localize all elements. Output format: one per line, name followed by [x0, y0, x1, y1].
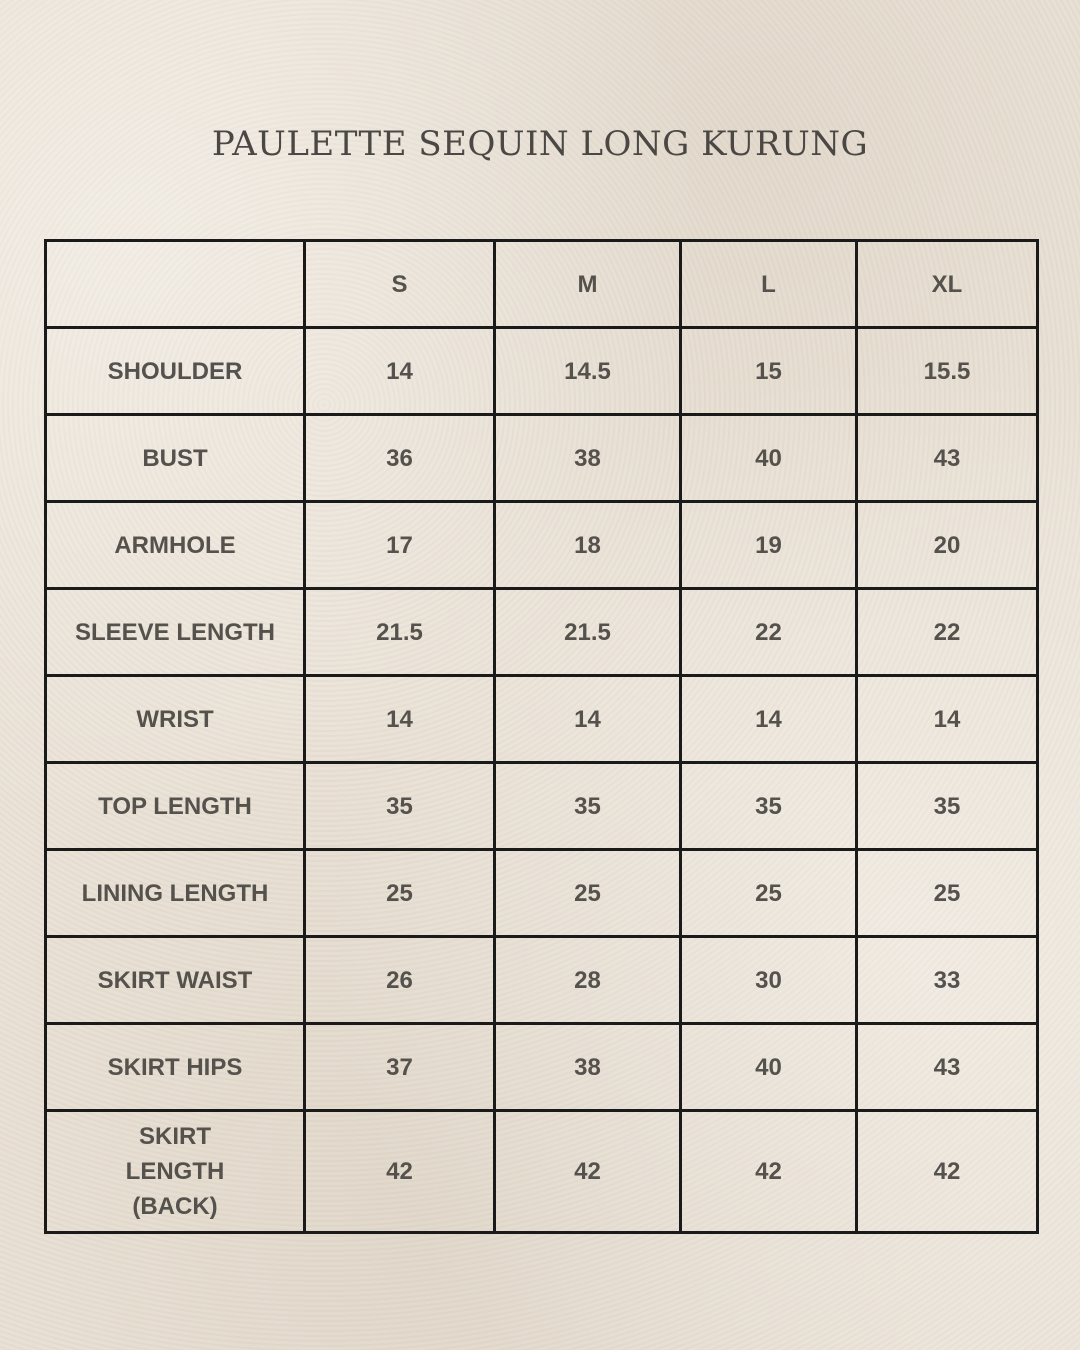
- measurement-value: 21.5: [495, 589, 681, 676]
- measurement-value: 28: [495, 937, 681, 1024]
- table-row: [46, 850, 1038, 937]
- measurement-value: 35: [495, 763, 681, 850]
- measurement-value: 19: [681, 502, 857, 589]
- size-header: L: [681, 241, 857, 328]
- measurement-label: SLEEVE LENGTH: [46, 589, 305, 676]
- measurement-value: 26: [305, 937, 495, 1024]
- measurement-value: 25: [681, 850, 857, 937]
- measurement-value: 40: [681, 415, 857, 502]
- table-header-row: [46, 241, 1038, 328]
- measurement-value: 22: [681, 589, 857, 676]
- measurement-value: 25: [495, 850, 681, 937]
- measurement-value: 42: [857, 1111, 1038, 1233]
- size-header: M: [495, 241, 681, 328]
- measurement-value: 35: [305, 763, 495, 850]
- measurement-label: LINING LENGTH: [46, 850, 305, 937]
- measurement-value: 33: [857, 937, 1038, 1024]
- table-row: [46, 328, 1038, 415]
- measurement-value: 14: [681, 676, 857, 763]
- table-row: [46, 589, 1038, 676]
- measurement-label: ARMHOLE: [46, 502, 305, 589]
- measurement-value: 30: [681, 937, 857, 1024]
- measurement-value: 15: [681, 328, 857, 415]
- table-row: [46, 1111, 1038, 1233]
- table-row: [46, 1024, 1038, 1111]
- measurement-value: 38: [495, 415, 681, 502]
- measurement-value: 38: [495, 1024, 681, 1111]
- measurement-value: 17: [305, 502, 495, 589]
- table-row: [46, 415, 1038, 502]
- measurement-value: 42: [495, 1111, 681, 1233]
- measurement-value: 42: [305, 1111, 495, 1233]
- measurement-label: WRIST: [46, 676, 305, 763]
- size-header: XL: [857, 241, 1038, 328]
- measurement-value: 43: [857, 1024, 1038, 1111]
- measurement-label: SHOULDER: [46, 328, 305, 415]
- measurement-value: 14.5: [495, 328, 681, 415]
- measurement-value: 37: [305, 1024, 495, 1111]
- table-row: [46, 937, 1038, 1024]
- measurement-value: 20: [857, 502, 1038, 589]
- table-row: [46, 502, 1038, 589]
- measurement-label: SKIRT LENGTH (BACK): [46, 1111, 305, 1233]
- measurement-label: BUST: [46, 415, 305, 502]
- page-title: PAULETTE SEQUIN LONG KURUNG: [211, 124, 869, 164]
- measurement-value: 14: [857, 676, 1038, 763]
- measurement-value: 35: [681, 763, 857, 850]
- measurement-value: 43: [857, 415, 1038, 502]
- measurement-value: 15.5: [857, 328, 1038, 415]
- measurement-label: SKIRT WAIST: [46, 937, 305, 1024]
- measurement-value: 35: [857, 763, 1038, 850]
- measurement-label: SKIRT HIPS: [46, 1024, 305, 1111]
- size-chart-table: [44, 239, 1039, 1234]
- measurement-value: 22: [857, 589, 1038, 676]
- measurement-value: 40: [681, 1024, 857, 1111]
- measurement-value: 42: [681, 1111, 857, 1233]
- corner-cell: [46, 241, 305, 328]
- measurement-value: 25: [857, 850, 1038, 937]
- table-row: [46, 763, 1038, 850]
- measurement-value: 18: [495, 502, 681, 589]
- measurement-value: 36: [305, 415, 495, 502]
- measurement-value: 14: [305, 328, 495, 415]
- measurement-label: TOP LENGTH: [46, 763, 305, 850]
- measurement-value: 14: [495, 676, 681, 763]
- table-row: [46, 676, 1038, 763]
- measurement-value: 21.5: [305, 589, 495, 676]
- measurement-value: 14: [305, 676, 495, 763]
- size-header: S: [305, 241, 495, 328]
- measurement-value: 25: [305, 850, 495, 937]
